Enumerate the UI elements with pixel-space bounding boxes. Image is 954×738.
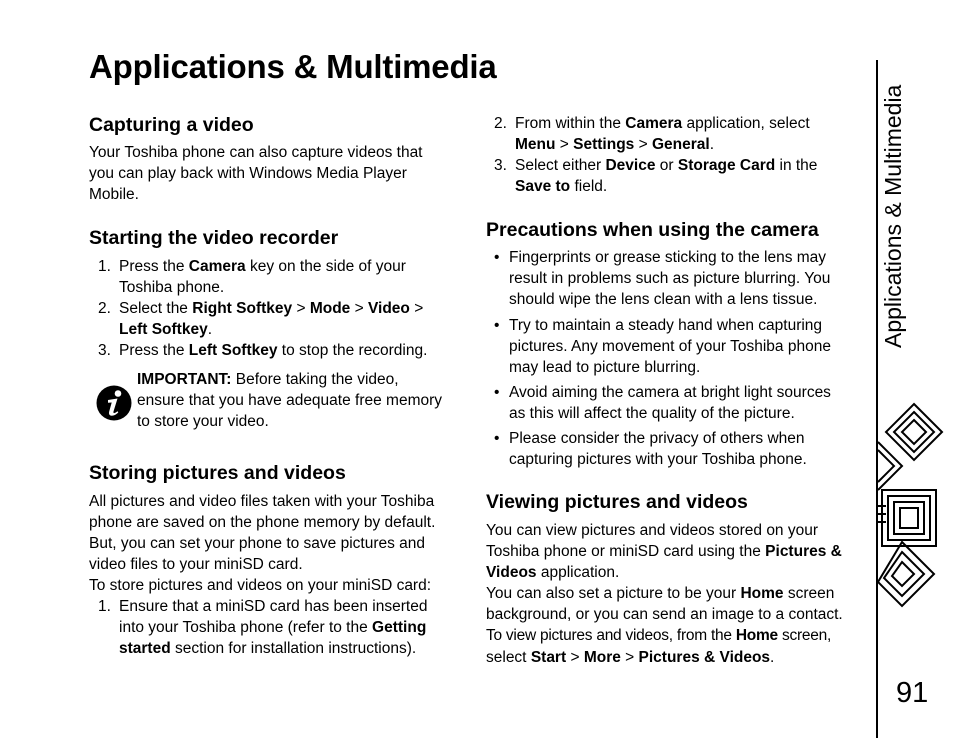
- step-number: 2.: [494, 115, 507, 132]
- viewing-line: Videos application.: [486, 564, 620, 581]
- capturing-text-line: Your Toshiba phone can also capture videos that: [89, 144, 423, 161]
- precaution-line: capturing pictures with your Toshiba phone.: [509, 451, 807, 468]
- capturing-text-line: Mobile.: [89, 186, 139, 203]
- step-number: 3.: [494, 157, 507, 174]
- page-title: Applications & Multimedia: [89, 48, 497, 85]
- step-1-text: Press the Camera key on the side of your: [119, 258, 406, 275]
- step-number: 2.: [98, 300, 111, 317]
- bullet: •: [494, 249, 500, 266]
- precaution-line: Fingerprints or grease sticking to the lens may: [509, 249, 827, 266]
- step-number: 1.: [98, 258, 111, 275]
- precaution-line: Avoid aiming the camera at bright light sources: [509, 384, 831, 401]
- important-note-line: ensure that you have adequate free memory: [137, 392, 443, 409]
- heading-viewing: Viewing pictures and videos: [486, 491, 748, 513]
- viewing-line: select Start > More > Pictures & Videos.: [486, 649, 775, 666]
- step-number: 1.: [98, 598, 111, 615]
- storing-step-1: Ensure that a miniSD card has been inserted: [119, 598, 428, 615]
- storing-text-line: phone are saved on the phone memory by default.: [89, 514, 436, 531]
- step-2-text: Select the Right Softkey > Mode > Video >: [119, 300, 424, 317]
- viewing-line: To view pictures and videos, from the Home screen,: [486, 627, 832, 644]
- storing-step-1-cont: into your Toshiba phone (refer to the Getting: [119, 619, 427, 636]
- storing-step-3: Select either Device or Storage Card in the: [515, 157, 818, 174]
- precaution-line: result in problems such as picture blurring. You: [509, 270, 831, 287]
- storing-step-2: From within the Camera application, select: [515, 115, 810, 132]
- capturing-text-line: you can play back with Windows Media Player: [89, 165, 407, 182]
- viewing-line: Toshiba phone or miniSD card using the Pictures &: [486, 543, 842, 560]
- step-number: 3.: [98, 342, 111, 359]
- storing-step-3-cont: Save to field.: [515, 178, 608, 195]
- step-3-text: Press the Left Softkey to stop the recording.: [119, 342, 428, 359]
- info-icon: [95, 383, 133, 423]
- storing-step-1-cont: started section for installation instructions).: [119, 640, 417, 657]
- precaution-line: Please consider the privacy of others when: [509, 430, 805, 447]
- storing-step-2-cont: Menu > Settings > General.: [515, 136, 715, 153]
- side-divider-line: [876, 60, 878, 738]
- precaution-line: pictures. Any movement of your Toshiba phone: [509, 338, 831, 355]
- storing-text-line: video files to your miniSD card.: [89, 556, 303, 573]
- precaution-line: as this will affect the quality of the picture.: [509, 405, 795, 422]
- viewing-line: You can also set a picture to be your Home screen: [486, 585, 835, 602]
- important-note-line: to store your video.: [137, 413, 269, 430]
- storing-text-line: To store pictures and videos on your miniSD card:: [89, 577, 432, 594]
- storing-text-line: But, you can set your phone to save pictures and: [89, 535, 426, 552]
- heading-precautions: Precautions when using the camera: [486, 219, 819, 241]
- precaution-line: may lead to picture blurring.: [509, 359, 701, 376]
- diamond-pattern-graphic: [876, 402, 946, 618]
- heading-storing: Storing pictures and videos: [89, 462, 346, 484]
- bullet: •: [494, 317, 500, 334]
- important-note: IMPORTANT: Before taking the video,: [137, 371, 399, 388]
- heading-capturing-video: Capturing a video: [89, 114, 254, 136]
- viewing-line: You can view pictures and videos stored on your: [486, 522, 819, 539]
- heading-starting-recorder: Starting the video recorder: [89, 227, 339, 249]
- step-2-text-cont: Left Softkey.: [119, 321, 213, 338]
- page-number: 91: [896, 677, 929, 709]
- storing-text-line: All pictures and video files taken with your Toshiba: [89, 493, 435, 510]
- step-1-text-cont: Toshiba phone.: [119, 279, 225, 296]
- side-tab-label: Applications & Multimedia: [880, 84, 906, 348]
- bullet: •: [494, 384, 500, 401]
- bullet: •: [494, 430, 500, 447]
- precaution-line: should wipe the lens clean with a lens tissue.: [509, 291, 818, 308]
- viewing-line: background, or you can send an image to a contact.: [486, 606, 843, 623]
- precaution-line: Try to maintain a steady hand when capturing: [509, 317, 823, 334]
